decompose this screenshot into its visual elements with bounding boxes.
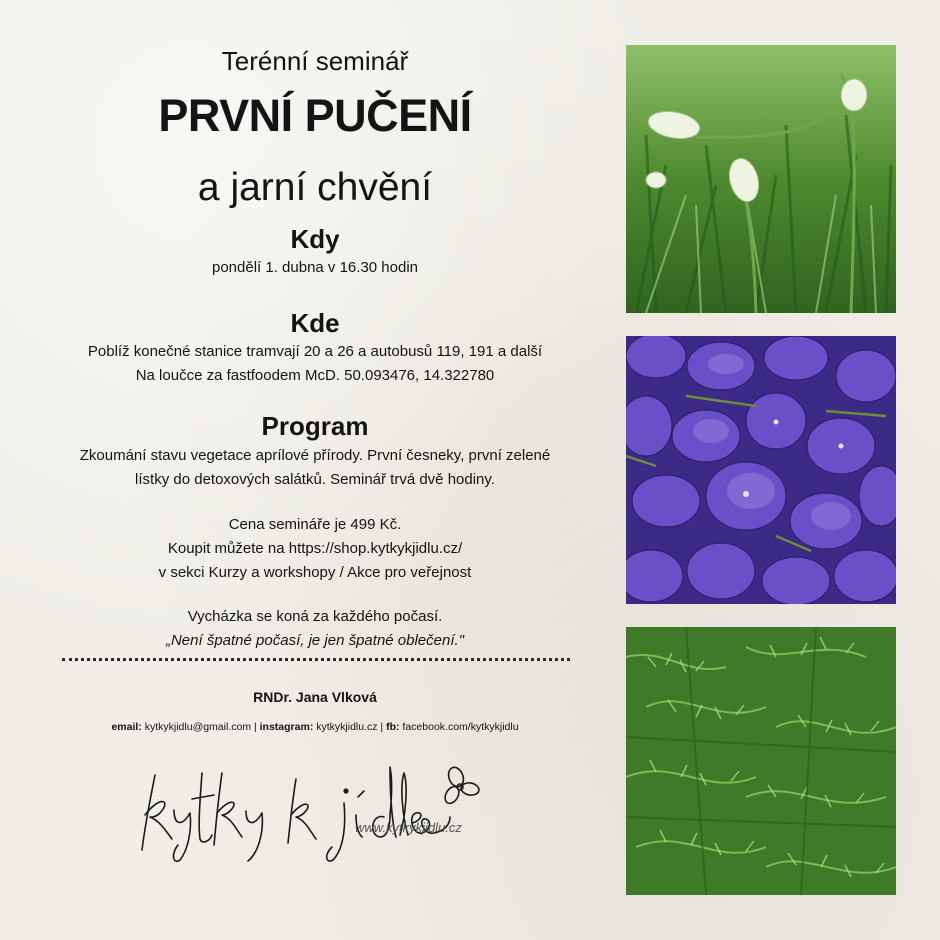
separator: |: [377, 721, 387, 733]
dotted-divider: [62, 658, 570, 661]
chervil-image: [626, 627, 896, 895]
contact-line: [40, 721, 590, 733]
wild-garlic-photo: [626, 45, 896, 313]
wild-garlic-image: [626, 45, 896, 313]
website-url[interactable]: www.kytkykjidlu.cz: [355, 820, 462, 835]
where-heading: Kde: [290, 308, 340, 338]
instagram-link[interactable]: kytkykjidlu.cz: [316, 721, 378, 733]
email-label: email:: [111, 721, 142, 733]
price-line-1: Cena semináře je 499 Kč.: [228, 516, 402, 533]
price-line-3: v sekci Kurzy a workshopy / Akce pro veřejnost: [158, 564, 472, 581]
sub-title: a jarní chvění: [197, 166, 433, 209]
price-line-2: Koupit můžete na https://shop.kytkykjidlu.cz/: [167, 540, 463, 557]
instagram-label: instagram:: [259, 721, 314, 733]
author-name: RNDr. Jana Vlková: [253, 689, 377, 705]
pre-title: Terénní seminář: [221, 46, 409, 76]
chervil-photo: [626, 627, 896, 895]
weather-quote: „Není špatné počasí, je jen špatné oblečení.": [165, 632, 464, 649]
fb-link[interactable]: facebook.com/kytkykjidlu: [402, 721, 519, 733]
violets-photo: [626, 336, 896, 604]
program-heading: Program: [261, 411, 369, 441]
weather-line: Vycházka se koná za každého počasí.: [187, 608, 443, 625]
violets-image: [626, 336, 896, 604]
where-line-1: Poblíž konečné stanice tramvají 20 a 26 a autobusů 119, 191 a další: [87, 343, 543, 360]
fb-label: fb:: [386, 721, 400, 733]
email-link[interactable]: kytkykjidlu@gmail.com: [144, 721, 252, 733]
when-heading: Kdy: [290, 224, 340, 254]
main-title: PRVNÍ PUČENÍ: [158, 90, 472, 141]
kytky-k-jidlu-logo: [100, 755, 490, 865]
program-line-1: Zkoumání stavu vegetace aprílové přírody. První česneky, první zelené: [79, 447, 551, 464]
when-text: pondělí 1. dubna v 16.30 hodin: [211, 259, 418, 276]
program-line-2: lístky do detoxových salátků. Seminář trvá dvě hodiny.: [135, 471, 495, 488]
where-line-2: Na loučce za fastfoodem McD. 50.093476, 14.322780: [135, 367, 495, 384]
separator: |: [251, 721, 260, 733]
